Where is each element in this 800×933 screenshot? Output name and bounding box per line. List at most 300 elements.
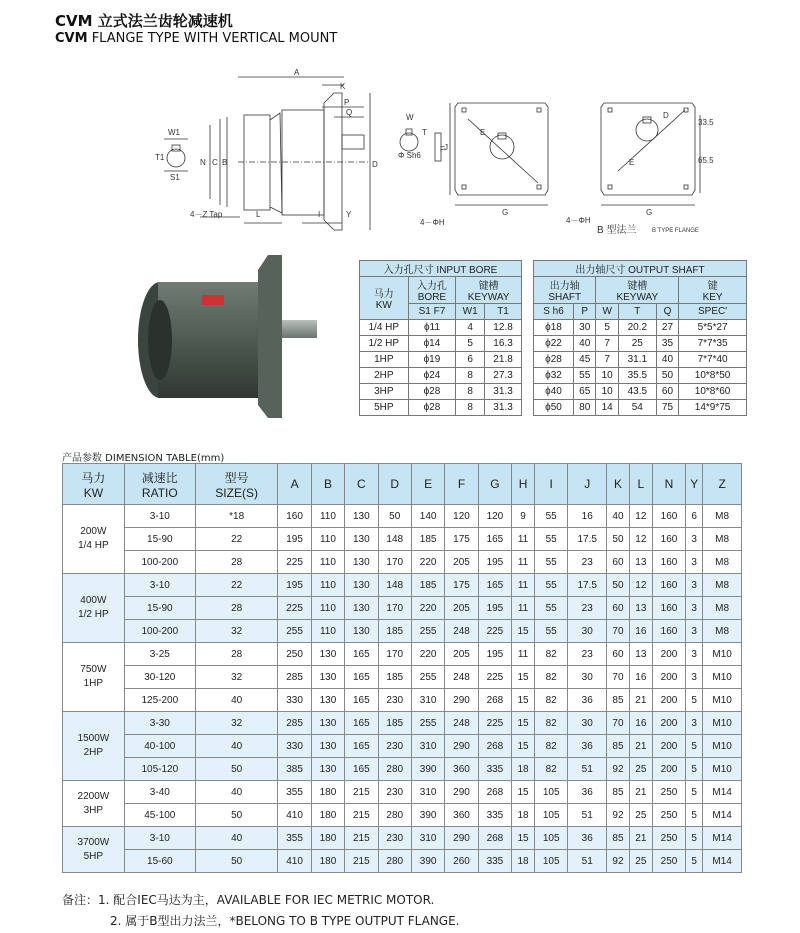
input-bore-cell: ϕ28 <box>408 400 456 416</box>
dim-cell: 85 <box>607 735 630 758</box>
dim-cell: 360 <box>445 758 478 781</box>
dim-cell: 160 <box>652 574 685 597</box>
dim-header-text: 马力 <box>81 470 106 485</box>
flange-a-drawing <box>420 103 548 227</box>
dim-cell: 225 <box>478 666 511 689</box>
dim-cell: 30 <box>568 712 607 735</box>
output-shaft-sub-p: P <box>574 304 596 320</box>
dim-header-cell <box>411 464 444 505</box>
output-shaft-cell: 30 <box>574 320 596 336</box>
dim-cell: 12 <box>629 528 652 551</box>
dim-cell: 3 <box>686 620 703 643</box>
dim-cell: 23 <box>568 643 607 666</box>
dim-cell: 18 <box>512 850 535 873</box>
dim-cell: 268 <box>478 689 511 712</box>
dim-cell: M10 <box>703 712 742 735</box>
output-shaft-cell: 55 <box>574 368 596 384</box>
dim-cell: 160 <box>652 551 685 574</box>
dim-cell: 280 <box>378 804 411 827</box>
dim-header-cell <box>686 464 703 505</box>
dim-kw-text: 750W <box>80 664 107 675</box>
input-bore-cell: 31.3 <box>485 400 522 416</box>
output-shaft-row <box>534 336 747 352</box>
flange-b-label-g: G <box>646 208 653 217</box>
output-shaft-sub-spec: SPEC' <box>679 304 747 320</box>
dim-header-text: RATIO <box>141 485 178 500</box>
input-bore-drawing <box>164 139 188 171</box>
dim-cell: 105 <box>535 827 568 850</box>
dim-cell: 230 <box>378 735 411 758</box>
dim-cell: 290 <box>445 689 478 712</box>
dim-cell: 285 <box>278 666 311 689</box>
dim-kw-text: 1/4 HP <box>78 540 109 551</box>
dim-cell: 105 <box>535 850 568 873</box>
dim-cell: 85 <box>607 827 630 850</box>
dim-cell: 16 <box>568 505 607 528</box>
dim-header-text: N <box>664 477 674 491</box>
dim-header-cell <box>607 464 630 505</box>
dim-cell: 130 <box>311 712 344 735</box>
dim-cell: 23 <box>568 551 607 574</box>
output-shaft-cell: 35 <box>656 336 678 352</box>
dim-cell: 3-30 <box>124 712 195 735</box>
input-bore-cell: 1/2 HP <box>360 336 409 352</box>
dim-cell: 130 <box>311 643 344 666</box>
dim-cell: 170 <box>378 643 411 666</box>
dim-cell: 50 <box>607 528 630 551</box>
dim-cell: 310 <box>411 781 444 804</box>
dim-header-text: D <box>390 477 400 491</box>
dim-cell: 105 <box>535 804 568 827</box>
dim-kw-cell <box>63 781 125 827</box>
output-shaft-cell: ϕ32 <box>534 368 574 384</box>
output-shaft-table <box>533 260 747 416</box>
output-shaft-cell: 40 <box>574 336 596 352</box>
dim-header-cell <box>124 464 195 505</box>
dim-cell: 185 <box>411 528 444 551</box>
output-shaft-cell: ϕ50 <box>534 400 574 416</box>
dim-cell: 5 <box>686 758 703 781</box>
dim-header-cell <box>278 464 311 505</box>
output-shaft-cell: 20.2 <box>618 320 656 336</box>
output-shaft-sub-q: Q <box>656 304 678 320</box>
dim-kw-text: 1500W <box>77 733 110 744</box>
dim-cell: 60 <box>607 551 630 574</box>
dim-cell: 30 <box>568 666 607 689</box>
input-bore-title: 入力孔尺寸 INPUT BORE <box>360 261 522 277</box>
dim-cell: 15-90 <box>124 528 195 551</box>
dim-cell: 55 <box>535 620 568 643</box>
motor-photo <box>130 250 340 420</box>
dim-cell: M8 <box>703 551 742 574</box>
dim-cell: 248 <box>445 712 478 735</box>
dim-cell: 130 <box>311 735 344 758</box>
dim-cell: 130 <box>311 758 344 781</box>
dim-table-row <box>63 689 742 712</box>
dim-cell: M10 <box>703 643 742 666</box>
dim-table-row <box>63 551 742 574</box>
dim-header-text: C <box>357 477 366 491</box>
dim-cell: M10 <box>703 689 742 712</box>
output-shaft-cell: ϕ18 <box>534 320 574 336</box>
output-shaft-cell: 45 <box>574 352 596 368</box>
dim-cell: 255 <box>411 620 444 643</box>
dim-cell: 17.5 <box>568 574 607 597</box>
dim-cell: 25 <box>629 850 652 873</box>
dim-header-cell <box>568 464 607 505</box>
dim-cell: 255 <box>411 712 444 735</box>
technical-drawings <box>0 55 800 245</box>
dim-label-t1: T1 <box>155 153 165 162</box>
dim-cell: 310 <box>411 689 444 712</box>
dim-label-p: P <box>344 98 350 107</box>
dim-cell: 130 <box>345 574 378 597</box>
input-bore-cell: 27.3 <box>485 368 522 384</box>
dim-kw-text: 2HP <box>83 747 104 758</box>
dim-cell: 160 <box>652 620 685 643</box>
dim-cell: 25 <box>629 804 652 827</box>
dim-cell: 230 <box>378 827 411 850</box>
dim-cell: 180 <box>311 781 344 804</box>
dim-cell: 335 <box>478 850 511 873</box>
dim-cell: 310 <box>411 735 444 758</box>
dim-header-text: KW <box>83 485 104 500</box>
output-shaft-cell: 5*5*27 <box>679 320 747 336</box>
input-bore-header-bore: 入力孔 BORE <box>408 277 456 304</box>
dim-cell: 110 <box>311 528 344 551</box>
dim-cell: 250 <box>278 643 311 666</box>
dim-cell: 100-200 <box>124 620 195 643</box>
dim-cell: 5 <box>686 827 703 850</box>
dim-cell: 175 <box>445 528 478 551</box>
dim-cell: 55 <box>535 528 568 551</box>
dim-cell: 130 <box>345 620 378 643</box>
dim-cell: 30 <box>568 620 607 643</box>
dim-cell: 148 <box>378 528 411 551</box>
dim-cell: 40 <box>195 827 277 850</box>
dim-header-cell <box>63 464 125 505</box>
dim-cell: 22 <box>195 574 277 597</box>
input-bore-cell: 2HP <box>360 368 409 384</box>
key-label-s: Φ Sh6 <box>398 151 421 160</box>
key-label-t: T <box>422 128 427 137</box>
dim-cell: 215 <box>345 781 378 804</box>
dim-cell: 50 <box>195 850 277 873</box>
dim-cell: 55 <box>535 551 568 574</box>
dim-cell: 225 <box>278 597 311 620</box>
dim-cell: 28 <box>195 643 277 666</box>
output-shaft-cell: 35.5 <box>618 368 656 384</box>
output-shaft-cell: 43.5 <box>618 384 656 400</box>
output-shaft-row <box>534 320 747 336</box>
input-bore-cell: ϕ11 <box>408 320 456 336</box>
dim-cell: 110 <box>311 620 344 643</box>
dim-kw-text: 2200W <box>77 790 110 802</box>
flange-b-label-655: 65.5 <box>698 156 714 165</box>
dim-cell: *18 <box>195 505 277 528</box>
dim-cell: 165 <box>478 528 511 551</box>
dim-cell: 70 <box>607 712 630 735</box>
dim-cell: 3 <box>686 528 703 551</box>
dim-header-cell <box>478 464 511 505</box>
dim-cell: 335 <box>478 758 511 781</box>
flange-b-drawing <box>566 103 714 236</box>
dim-header-text: L <box>637 477 645 491</box>
input-bore-cell: 3HP <box>360 384 409 400</box>
input-bore-cell: 8 <box>456 400 485 416</box>
dim-cell: 32 <box>195 666 277 689</box>
dim-cell: 160 <box>652 528 685 551</box>
dim-header-text: H <box>518 477 528 491</box>
flange-a-label-h: 4－ΦH <box>420 218 445 227</box>
input-bore-cell: ϕ14 <box>408 336 456 352</box>
dim-cell: 36 <box>568 735 607 758</box>
flange-b-label-335: 33.5 <box>698 118 714 127</box>
dim-header-text: K <box>613 477 622 491</box>
key-label-j: J <box>444 143 448 152</box>
dim-cell: 13 <box>629 643 652 666</box>
dim-cell: 92 <box>607 758 630 781</box>
dim-cell: 130 <box>345 551 378 574</box>
dim-cell: 3-10 <box>124 827 195 850</box>
dim-kw-cell <box>63 574 125 643</box>
dim-cell: 3 <box>686 712 703 735</box>
input-bore-sub-t1: T1 <box>485 304 522 320</box>
dim-cell: 200 <box>652 735 685 758</box>
input-bore-table <box>359 260 522 416</box>
dim-cell: 45-100 <box>124 804 195 827</box>
dim-cell: 50 <box>195 804 277 827</box>
key-label-w: W <box>406 113 414 122</box>
input-bore-cell: ϕ19 <box>408 352 456 368</box>
dim-cell: 5 <box>686 735 703 758</box>
output-shaft-cell: 7*7*35 <box>679 336 747 352</box>
output-shaft-title: 出力轴尺寸 OUTPUT SHAFT <box>534 261 747 277</box>
dim-cell: 50 <box>607 574 630 597</box>
output-shaft-cell: 14 <box>596 400 618 416</box>
dim-cell: 140 <box>411 505 444 528</box>
dim-cell: 220 <box>411 597 444 620</box>
dim-cell: M10 <box>703 735 742 758</box>
dim-cell: 3 <box>686 666 703 689</box>
dim-cell: 3-10 <box>124 574 195 597</box>
dim-cell: 310 <box>411 827 444 850</box>
input-bore-cell: 21.8 <box>485 352 522 368</box>
dim-cell: 5 <box>686 781 703 804</box>
dim-cell: 50 <box>195 758 277 781</box>
dim-cell: 195 <box>478 643 511 666</box>
dim-cell: 15 <box>512 827 535 850</box>
dim-cell: 200 <box>652 666 685 689</box>
output-shaft-cell: 7 <box>596 352 618 368</box>
output-shaft-cell: 50 <box>656 368 678 384</box>
dim-cell: 165 <box>345 758 378 781</box>
dim-header-text: 减速比 <box>141 470 178 485</box>
dim-cell: 225 <box>478 620 511 643</box>
dim-header-cell <box>512 464 535 505</box>
input-bore-sub-w1: W1 <box>456 304 485 320</box>
dim-label-a: A <box>294 68 300 77</box>
dim-cell: 15 <box>512 735 535 758</box>
dim-cell: 15 <box>512 712 535 735</box>
dim-table-row <box>63 735 742 758</box>
dim-cell: 40 <box>195 689 277 712</box>
dim-cell: 385 <box>278 758 311 781</box>
dim-cell: 5 <box>686 804 703 827</box>
dim-header-text: F <box>457 477 466 491</box>
title-cn: CVM 立式法兰齿轮减速机 <box>55 12 233 30</box>
input-bore-cell: ϕ24 <box>408 368 456 384</box>
input-bore-cell: 8 <box>456 384 485 400</box>
dim-header-cell <box>345 464 378 505</box>
dim-cell: 15 <box>512 689 535 712</box>
dim-cell: 18 <box>512 758 535 781</box>
input-bore-header-keyway: 键槽 KEYWAY <box>456 277 522 304</box>
output-shaft-row <box>534 352 747 368</box>
output-shaft-cell: 54 <box>618 400 656 416</box>
dim-label-b: B <box>222 158 228 167</box>
dim-cell: 170 <box>378 597 411 620</box>
dim-cell: 40 <box>195 735 277 758</box>
dim-header-text: B <box>323 477 332 491</box>
dim-cell: 200 <box>652 758 685 781</box>
dim-cell: 50 <box>378 505 411 528</box>
output-shaft-cell: 25 <box>618 336 656 352</box>
dim-cell: 260 <box>445 850 478 873</box>
dim-cell: M8 <box>703 574 742 597</box>
dim-cell: 51 <box>568 804 607 827</box>
dim-cell: 290 <box>445 827 478 850</box>
input-bore-sub-s1: S1 F7 <box>408 304 456 320</box>
flange-a-label-f: F <box>440 145 445 154</box>
dim-cell: 230 <box>378 781 411 804</box>
output-shaft-sub-sh6: S h6 <box>534 304 574 320</box>
dim-cell: 160 <box>278 505 311 528</box>
dim-table-row <box>63 666 742 689</box>
dim-cell: 225 <box>278 551 311 574</box>
dim-cell: 82 <box>535 689 568 712</box>
dim-header-text: 型号 <box>224 470 249 485</box>
dim-cell: 185 <box>378 712 411 735</box>
dim-cell: 410 <box>278 804 311 827</box>
output-shaft-cell: 10*8*50 <box>679 368 747 384</box>
dim-cell: 130 <box>345 597 378 620</box>
dim-cell: 355 <box>278 781 311 804</box>
dim-header-text: Z <box>718 477 726 491</box>
dim-cell: 17.5 <box>568 528 607 551</box>
output-shaft-row <box>534 368 747 384</box>
dim-cell: 220 <box>411 643 444 666</box>
dim-label-y: Y <box>346 210 352 219</box>
dim-cell: 410 <box>278 850 311 873</box>
dim-table-row <box>63 712 742 735</box>
dim-table-row <box>63 758 742 781</box>
dim-cell: 120 <box>478 505 511 528</box>
dim-kw-text: 1HP <box>83 678 104 689</box>
output-shaft-cell: 27 <box>656 320 678 336</box>
dim-cell: 16 <box>629 620 652 643</box>
dim-cell: M10 <box>703 666 742 689</box>
note-1: 1. 配合IEC马达为主，AVAILABLE FOR IEC METRIC MOTOR. <box>98 893 435 907</box>
output-shaft-header-keyway: 键槽 KEYWAY <box>596 277 679 304</box>
dim-cell: 120 <box>445 505 478 528</box>
dim-cell: 195 <box>478 597 511 620</box>
dim-cell: 248 <box>445 620 478 643</box>
dim-cell: 5 <box>686 689 703 712</box>
dim-header-text: SIZE(S) <box>215 485 258 500</box>
dim-cell: 165 <box>345 689 378 712</box>
dim-cell: 82 <box>535 712 568 735</box>
output-shaft-cell: 60 <box>656 384 678 400</box>
dim-label-c: C <box>212 158 218 167</box>
input-bore-cell: 5HP <box>360 400 409 416</box>
dim-cell: 55 <box>535 597 568 620</box>
dim-cell: 40-100 <box>124 735 195 758</box>
dim-header-cell <box>535 464 568 505</box>
dim-table-row <box>63 620 742 643</box>
dim-cell: M8 <box>703 505 742 528</box>
flange-a-label-g: G <box>502 208 509 217</box>
dim-cell: 110 <box>311 505 344 528</box>
dim-label-z: 4－Z Tap <box>190 210 223 219</box>
dim-cell: 185 <box>411 574 444 597</box>
dim-header-cell <box>445 464 478 505</box>
dim-header-text: E <box>424 477 433 491</box>
dim-cell: 200 <box>652 643 685 666</box>
dim-cell: 360 <box>445 804 478 827</box>
dim-cell: 16 <box>629 712 652 735</box>
dim-cell: 3 <box>686 574 703 597</box>
dim-cell: 5 <box>686 850 703 873</box>
input-bore-cell: 8 <box>456 368 485 384</box>
dim-header-cell <box>703 464 742 505</box>
dim-header-text: A <box>290 477 299 491</box>
dim-cell: 180 <box>311 804 344 827</box>
dim-cell: 148 <box>378 574 411 597</box>
dim-cell: 32 <box>195 620 277 643</box>
dim-label-n: N <box>200 158 206 167</box>
dim-header-cell <box>652 464 685 505</box>
dim-cell: 205 <box>445 597 478 620</box>
dim-kw-cell <box>63 505 125 574</box>
dim-cell: 225 <box>478 712 511 735</box>
dim-cell: 205 <box>445 551 478 574</box>
dim-cell: 250 <box>652 827 685 850</box>
dim-cell: 290 <box>445 735 478 758</box>
dim-table-row <box>63 781 742 804</box>
dim-cell: 3 <box>686 551 703 574</box>
dim-cell: 220 <box>411 551 444 574</box>
dim-cell: 185 <box>378 620 411 643</box>
dim-header-cell <box>629 464 652 505</box>
input-bore-cell: 5 <box>456 336 485 352</box>
dim-header-text: Y <box>690 477 699 491</box>
dim-cell: 82 <box>535 735 568 758</box>
dim-cell: 30-120 <box>124 666 195 689</box>
dim-cell: 160 <box>652 597 685 620</box>
output-shaft-cell: ϕ40 <box>534 384 574 400</box>
output-shaft-row <box>534 400 747 416</box>
dim-cell: 16 <box>629 666 652 689</box>
dim-header-cell <box>311 464 344 505</box>
dim-cell: 250 <box>652 804 685 827</box>
dim-cell: 165 <box>345 666 378 689</box>
dim-cell: 82 <box>535 666 568 689</box>
dim-label-l: L <box>256 210 261 219</box>
input-bore-cell: 12.8 <box>485 320 522 336</box>
dimension-table-caption: 产品参数 DIMENSION TABLE(mm) <box>62 453 225 464</box>
dim-cell: 18 <box>512 804 535 827</box>
